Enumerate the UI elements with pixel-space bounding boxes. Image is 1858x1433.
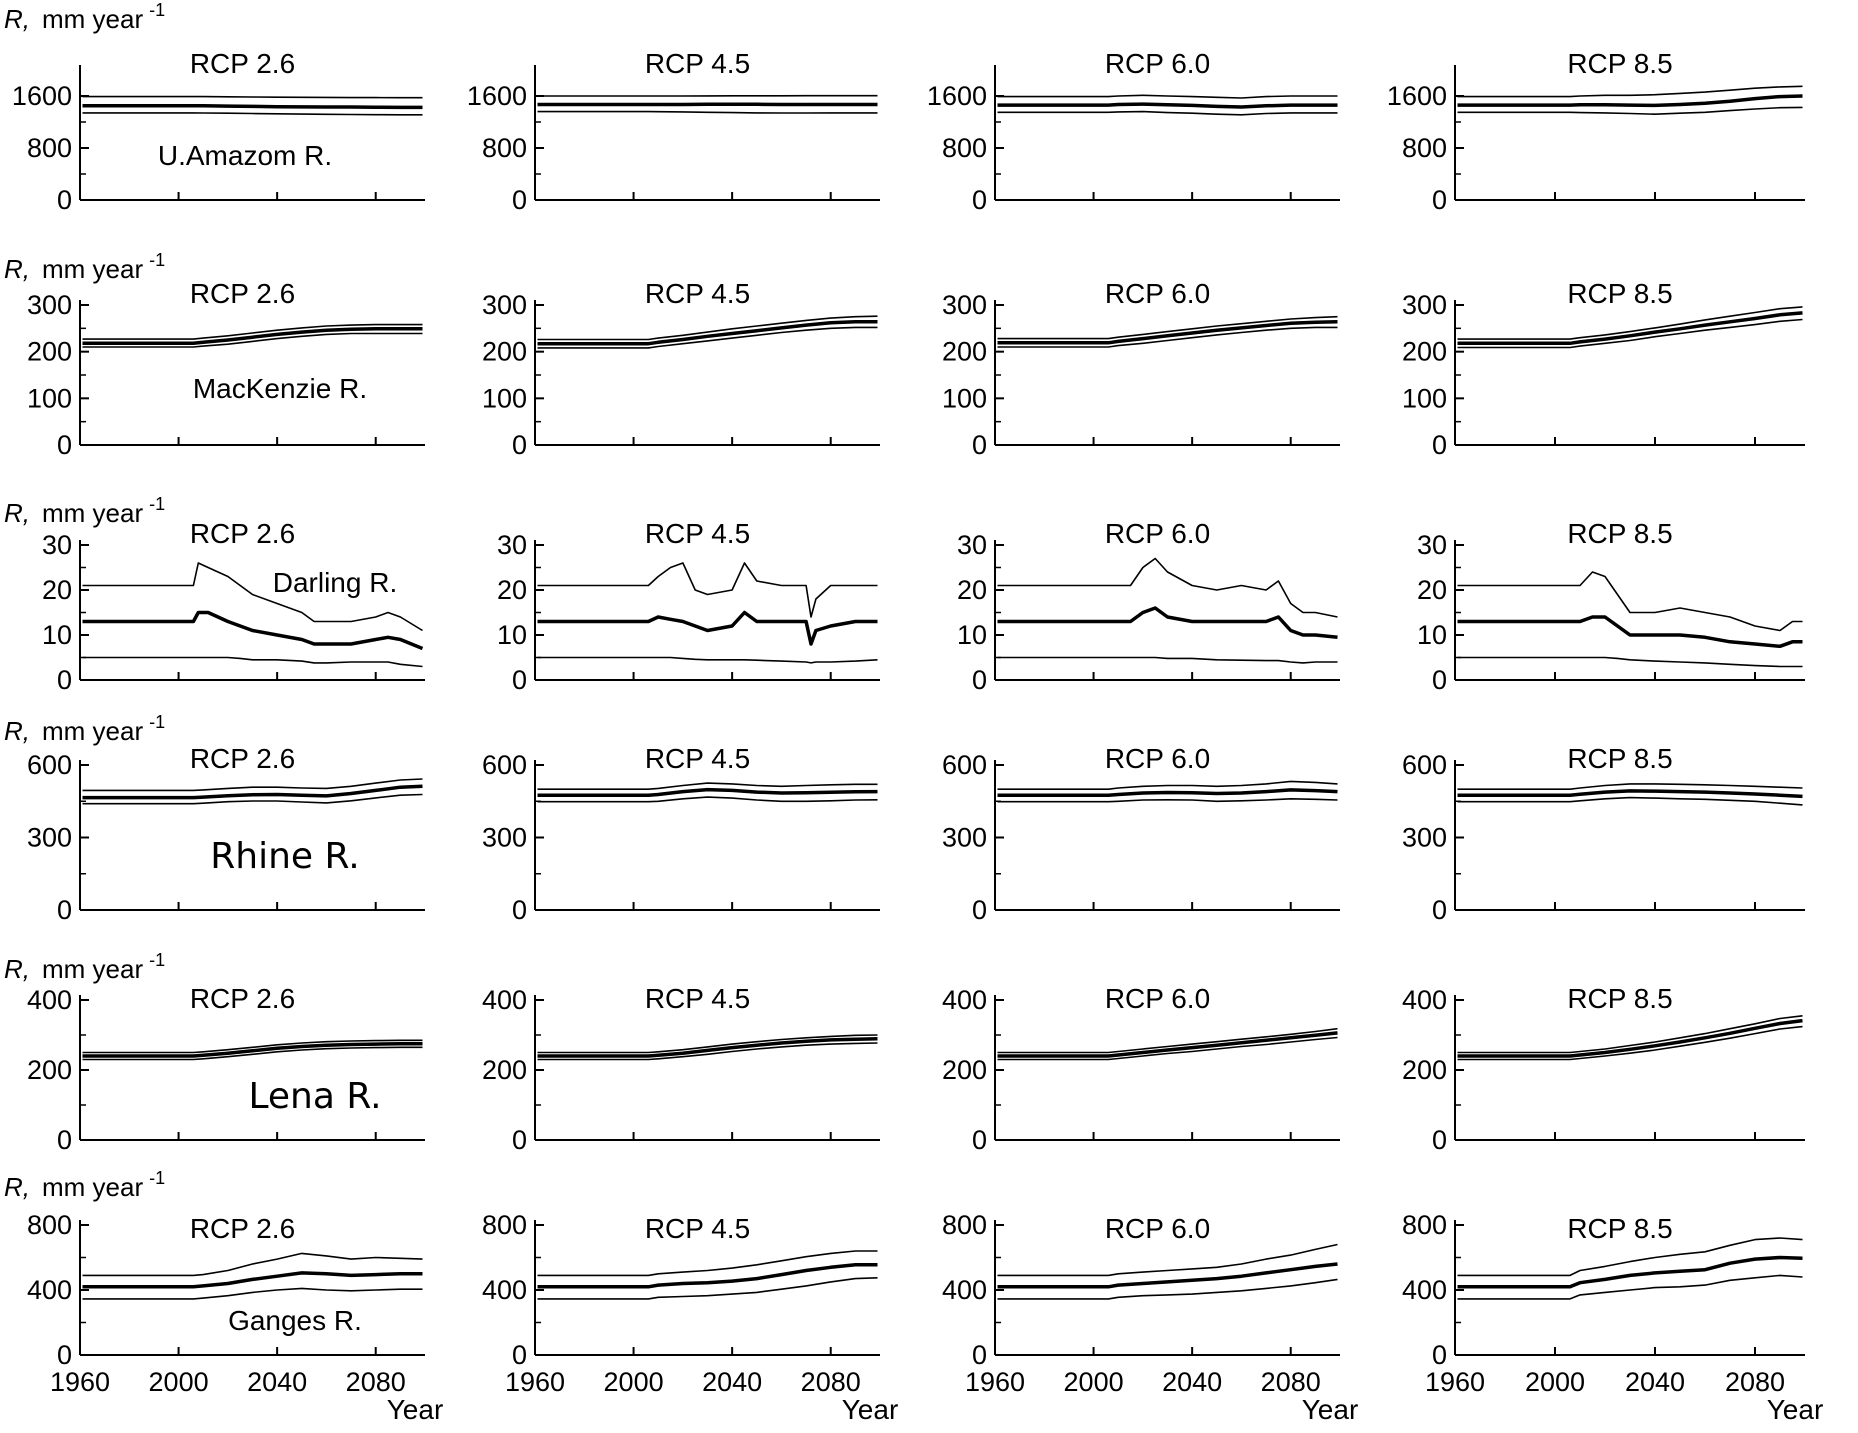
y-tick-label: 1600 [1386, 81, 1447, 111]
y-tick-label: 0 [971, 1340, 987, 1370]
chart-panel-r2-c1 [497, 518, 880, 695]
y-label-symbol: R, [4, 498, 30, 528]
median-line [1458, 96, 1803, 105]
y-axis-label [4, 712, 165, 746]
chart-panel-r2-c3 [1417, 518, 1805, 695]
y-tick-label: 800 [481, 1210, 527, 1240]
y-tick-label: 0 [1431, 185, 1447, 215]
y-tick-label: 400 [941, 1275, 987, 1305]
chart-panel-r4-c1 [482, 983, 880, 1155]
y-tick-label: 800 [1401, 1210, 1447, 1240]
y-tick-label: 200 [481, 336, 527, 367]
x-tick-label: 2000 [1063, 1367, 1124, 1397]
panel-title: RCP 6.0 [1104, 518, 1211, 549]
chart-panel-r3-c2 [942, 743, 1340, 925]
lower-bound-line [83, 113, 423, 115]
panel-title: RCP 4.5 [644, 278, 751, 309]
x-tick-label: 1960 [504, 1367, 566, 1397]
basin-name: U.Amazom R. [157, 140, 333, 171]
y-axis-label [4, 1168, 165, 1202]
y-tick-label: 300 [26, 822, 72, 853]
chart-panel-r5-c2 [942, 1210, 1358, 1425]
y-tick-label: 800 [941, 133, 987, 163]
y-tick-label: 300 [481, 290, 527, 320]
chart-panel-r0-c1 [467, 48, 880, 215]
median-line [538, 790, 878, 796]
chart-panel-r1-c2 [942, 278, 1340, 460]
median-line [538, 613, 878, 645]
upper-bound-line [83, 1253, 423, 1275]
panel-title: RCP 8.5 [1567, 743, 1673, 774]
y-tick-label: 30 [41, 530, 72, 560]
chart-panel-r1-c1 [482, 278, 880, 460]
panel-title: RCP 6.0 [1104, 278, 1211, 309]
y-tick-label: 0 [511, 1340, 527, 1370]
y-tick-label: 30 [956, 530, 987, 560]
y-tick-label: 400 [481, 1275, 527, 1305]
chart-panel-r3-c0 [4, 712, 425, 925]
lower-bound-line [1458, 798, 1803, 805]
panel-title: RCP 2.6 [189, 743, 296, 774]
y-tick-label: 0 [971, 185, 987, 215]
lower-bound-line [538, 797, 878, 802]
x-tick-label: 2000 [1524, 1367, 1586, 1397]
y-label-symbol: R, [4, 954, 30, 984]
x-tick-label: 2040 [1162, 1367, 1223, 1397]
median-line [998, 608, 1338, 637]
upper-bound-line [1458, 86, 1803, 96]
y-tick-label: 20 [956, 575, 987, 605]
y-tick-label: 400 [1401, 1275, 1447, 1305]
y-tick-label: 0 [1431, 895, 1447, 925]
y-tick-label: 400 [26, 985, 72, 1015]
x-tick-label: 2000 [148, 1367, 209, 1397]
y-tick-label: 0 [56, 430, 72, 460]
upper-bound-line [998, 781, 1338, 789]
chart-panel-r1-c3 [1402, 278, 1805, 460]
panel-title: RCP 8.5 [1567, 1213, 1673, 1244]
y-label-symbol: R, [4, 716, 30, 746]
y-axis-label [4, 0, 165, 34]
lower-bound-line [538, 112, 878, 113]
y-label-exponent: -1 [149, 250, 166, 270]
panel-title: RCP 8.5 [1567, 278, 1673, 309]
panel-title: RCP 6.0 [1104, 743, 1211, 774]
panel-title: RCP 6.0 [1104, 1213, 1211, 1244]
panel-title: RCP 8.5 [1567, 48, 1673, 79]
chart-panel-r0-c3 [1387, 48, 1805, 215]
y-label-units: mm year [42, 4, 144, 34]
y-tick-label: 300 [26, 290, 72, 320]
y-tick-label: 0 [971, 430, 987, 460]
y-tick-label: 800 [941, 1210, 987, 1240]
upper-bound-line [998, 559, 1338, 618]
y-tick-label: 400 [1401, 985, 1447, 1015]
chart-panel-r4-c2 [942, 983, 1340, 1155]
x-tick-label: 2080 [345, 1367, 406, 1397]
panel-title: RCP 6.0 [1104, 983, 1211, 1014]
y-tick-label: 200 [481, 1055, 527, 1085]
y-tick-label: 600 [941, 750, 987, 780]
y-tick-label: 0 [1431, 430, 1447, 460]
x-tick-label: 2040 [702, 1367, 763, 1397]
x-tick-label: 1960 [1424, 1367, 1486, 1397]
median-line [83, 106, 423, 108]
y-axis-label [4, 250, 165, 284]
x-axis-title: Year [1301, 1394, 1359, 1425]
chart-panel-r5-c0 [4, 1168, 443, 1425]
y-tick-label: 0 [56, 185, 72, 215]
panel-title: RCP 2.6 [189, 1213, 296, 1244]
y-label-symbol: R, [4, 1172, 30, 1202]
y-tick-label: 0 [511, 1125, 527, 1155]
y-tick-label: 100 [1401, 383, 1447, 414]
x-tick-label: 2040 [247, 1367, 308, 1397]
x-tick-label: 2080 [800, 1367, 861, 1397]
chart-panel-r4-c3 [1402, 983, 1805, 1155]
y-tick-label: 300 [1401, 290, 1447, 320]
y-tick-label: 1600 [926, 81, 987, 111]
lower-bound-line [998, 658, 1338, 663]
y-tick-label: 0 [56, 665, 72, 695]
x-tick-label: 1960 [964, 1367, 1026, 1397]
y-tick-label: 200 [941, 336, 987, 367]
upper-bound-line [538, 1251, 878, 1275]
y-tick-label: 400 [26, 1275, 72, 1305]
x-tick-label: 2040 [1624, 1367, 1686, 1397]
y-tick-label: 0 [1431, 1125, 1447, 1155]
upper-bound-line [538, 563, 878, 617]
median-line [1458, 791, 1803, 797]
y-tick-label: 30 [1416, 530, 1447, 560]
y-label-exponent: -1 [149, 950, 166, 970]
y-tick-label: 800 [1401, 133, 1447, 163]
y-label-units: mm year [42, 254, 144, 284]
y-label-exponent: -1 [149, 494, 166, 514]
upper-bound-line [998, 95, 1338, 98]
chart-panel-r5-c1 [482, 1210, 898, 1425]
y-axis-label [4, 494, 165, 528]
y-label-symbol: R, [4, 254, 30, 284]
y-tick-label: 0 [1431, 1340, 1447, 1370]
panel-title: RCP 4.5 [644, 48, 751, 79]
lower-bound-line [998, 799, 1338, 802]
chart-panel-r2-c0 [4, 494, 425, 695]
y-tick-label: 300 [941, 290, 987, 320]
lower-bound-line [538, 658, 878, 663]
y-label-units: mm year [42, 1172, 144, 1202]
y-tick-label: 800 [26, 1210, 72, 1240]
y-tick-label: 800 [481, 133, 527, 163]
lower-bound-line [83, 1288, 423, 1299]
y-tick-label: 300 [481, 822, 527, 853]
y-tick-label: 200 [26, 336, 72, 367]
y-label-units: mm year [42, 954, 144, 984]
basin-name: MacKenzie R. [192, 373, 368, 404]
x-tick-label: 2080 [1724, 1367, 1786, 1397]
y-tick-label: 30 [496, 530, 527, 560]
y-label-units: mm year [42, 716, 144, 746]
x-axis-title: Year [386, 1394, 444, 1425]
y-tick-label: 600 [26, 750, 72, 780]
panel-title: RCP 2.6 [189, 983, 296, 1014]
y-tick-label: 10 [956, 620, 987, 650]
chart-panel-r5-c3 [1402, 1210, 1823, 1425]
upper-bound-line [83, 779, 423, 790]
upper-bound-line [83, 97, 423, 98]
y-tick-label: 20 [41, 575, 72, 605]
median-line [998, 104, 1338, 107]
y-label-exponent: -1 [149, 712, 166, 732]
panel-title: RCP 8.5 [1567, 983, 1673, 1014]
y-tick-label: 800 [26, 133, 72, 163]
basin-name: Darling R. [272, 567, 398, 598]
y-label-exponent: -1 [149, 1168, 166, 1188]
y-tick-label: 0 [511, 665, 527, 695]
y-tick-label: 200 [941, 1055, 987, 1085]
panel-title: RCP 8.5 [1567, 518, 1673, 549]
y-axis-label [4, 950, 165, 984]
y-tick-label: 0 [56, 1125, 72, 1155]
lower-bound-line [83, 658, 423, 667]
lower-bound-line [1458, 658, 1803, 667]
x-tick-label: 2080 [1260, 1367, 1321, 1397]
x-tick-label: 1960 [49, 1367, 111, 1397]
y-tick-label: 600 [481, 750, 527, 780]
x-axis-title: Year [841, 1394, 899, 1425]
chart-panel-r3-c3 [1402, 743, 1805, 925]
y-tick-label: 0 [971, 665, 987, 695]
y-tick-label: 10 [496, 620, 527, 650]
panel-title: RCP 4.5 [644, 518, 751, 549]
panel-title: RCP 4.5 [644, 1213, 751, 1244]
basin-name: Lena R. [248, 1076, 382, 1117]
y-tick-label: 0 [511, 430, 527, 460]
median-line [1458, 1021, 1803, 1056]
panel-title: RCP 2.6 [189, 278, 296, 309]
panel-title: RCP 4.5 [644, 983, 751, 1014]
y-tick-label: 200 [1401, 336, 1447, 367]
y-tick-label: 0 [511, 185, 527, 215]
y-tick-label: 10 [41, 620, 72, 650]
y-tick-label: 0 [971, 895, 987, 925]
y-tick-label: 100 [481, 383, 527, 414]
y-tick-label: 0 [511, 895, 527, 925]
y-tick-label: 20 [1416, 575, 1447, 605]
lower-bound-line [1458, 107, 1803, 114]
y-tick-label: 300 [941, 822, 987, 853]
chart-panel-r1-c0 [4, 250, 425, 460]
lower-bound-line [998, 112, 1338, 115]
y-tick-label: 0 [1431, 665, 1447, 695]
y-tick-label: 200 [26, 1055, 72, 1085]
y-tick-label: 300 [1401, 822, 1447, 853]
y-tick-label: 1600 [466, 81, 527, 111]
median-line [1458, 617, 1803, 646]
y-tick-label: 0 [56, 1340, 72, 1370]
x-axis-title: Year [1766, 1394, 1824, 1425]
panel-title: RCP 6.0 [1104, 48, 1211, 79]
y-tick-label: 400 [481, 985, 527, 1015]
y-tick-label: 20 [496, 575, 527, 605]
y-tick-label: 100 [26, 383, 72, 414]
chart-panel-r0-c2 [927, 48, 1340, 215]
median-line [998, 790, 1338, 795]
chart-panel-r0-c0 [4, 0, 425, 215]
chart-panel-r2-c2 [957, 518, 1340, 695]
y-tick-label: 0 [56, 895, 72, 925]
panel-title: RCP 2.6 [189, 518, 296, 549]
y-label-units: mm year [42, 498, 144, 528]
y-label-exponent: -1 [149, 0, 166, 20]
panel-title: RCP 4.5 [644, 743, 751, 774]
panel-title: RCP 2.6 [189, 48, 296, 79]
y-label-symbol: R, [4, 4, 30, 34]
y-tick-label: 1600 [11, 81, 72, 111]
basin-name: Rhine R. [210, 836, 360, 877]
basin-name: Ganges R. [228, 1305, 362, 1336]
y-tick-label: 600 [1401, 750, 1447, 780]
y-tick-label: 100 [941, 383, 987, 414]
chart-panel-r3-c1 [482, 743, 880, 925]
chart-panel-r4-c0 [4, 950, 425, 1155]
y-tick-label: 400 [941, 985, 987, 1015]
x-tick-label: 2000 [603, 1367, 664, 1397]
upper-bound-line [1458, 784, 1803, 789]
y-tick-label: 0 [971, 1125, 987, 1155]
y-tick-label: 10 [1416, 620, 1447, 650]
y-tick-label: 200 [1401, 1055, 1447, 1085]
